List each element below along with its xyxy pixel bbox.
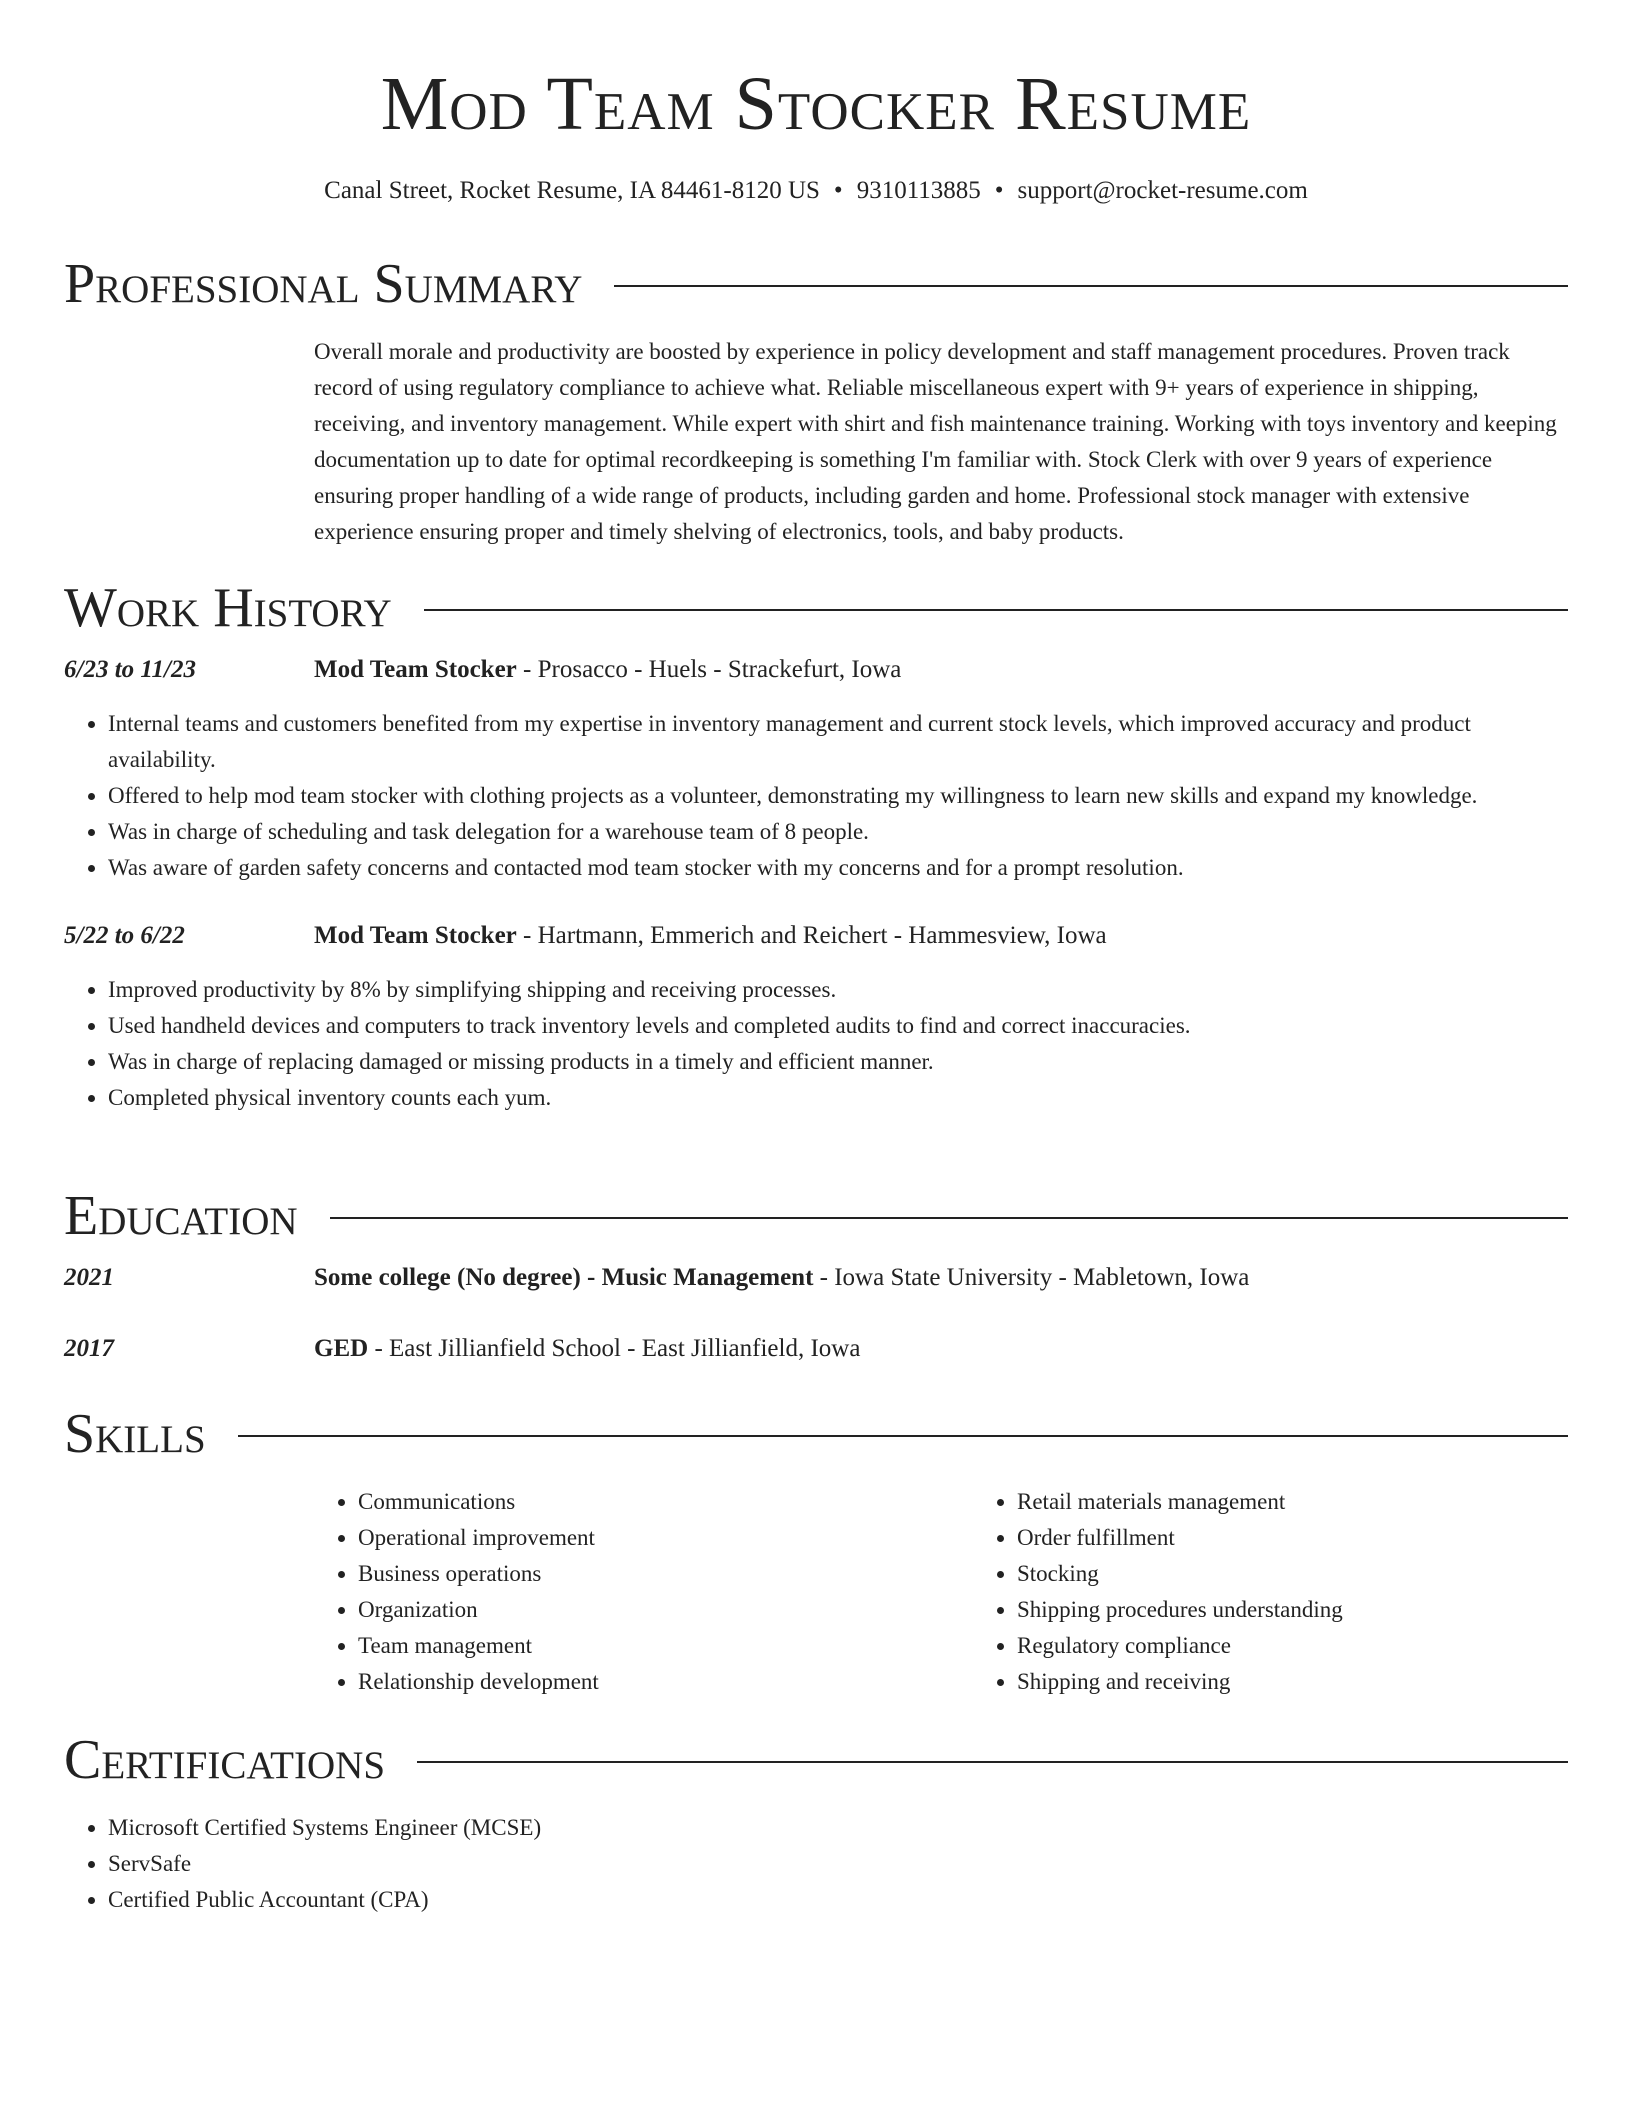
job-dates: 5/22 to 6/22: [64, 922, 185, 949]
education-section: [64, 1186, 1568, 1367]
contact-separator: •: [833, 177, 843, 204]
section-divider: [330, 1217, 1568, 1219]
education-line: [314, 1331, 860, 1367]
summary-text: Overall morale and productivity are boosted by experience in policy development and staff management procedures. Proven track record of using regulatory compliance to achieve what. Reliable miscellaneous expert with 9+ years of experience in shipping, receiving, and inventory management. While expert with shirt and fish maintenance training. Working with toys inventory and keeping documentation up to date for optimal recordkeeping is something I'm familiar with. Stock Clerk with over 9 years of experience ensuring proper handling of a wide range of products, including garden and home. Professional stock manager with extensive experience ensuring proper and timely shelving of electronics, tools, and baby products.: [314, 339, 1557, 544]
contact-separator: •: [994, 177, 1004, 204]
section-header: [64, 1730, 1568, 1790]
skill-item: • Shipping and receiving: [1017, 1664, 1632, 1700]
job-header: [64, 918, 1568, 954]
section-header: [64, 1404, 1568, 1464]
skill-item: • Stocking: [1017, 1556, 1632, 1592]
certification-item: • Microsoft Certified Systems Engineer (MCSE): [108, 1810, 1568, 1846]
skill-item: • Communications: [358, 1484, 973, 1520]
skill-item: • Organization: [358, 1592, 973, 1628]
job-entry: [64, 918, 1568, 1116]
job-role: Mod Team Stocker: [314, 922, 517, 949]
job-bullet: • Internal teams and customers benefited from my expertise in inventory management and current stock levels, which improved accuracy and product availability.: [108, 706, 1568, 778]
section-title-summary: Professional Summary: [64, 253, 583, 315]
job-title-line: [314, 918, 1107, 954]
job-employer: - Hartmann, Emmerich and Reichert - Hammesview, Iowa: [516, 922, 1107, 949]
contact-phone: 9310113885: [856, 177, 981, 204]
section-title-education: Education: [64, 1185, 298, 1247]
skill-item: • Shipping procedures understanding: [1017, 1592, 1632, 1628]
education-school: - Iowa State University - Mabletown, Iowa: [813, 1264, 1250, 1291]
education-entry: [64, 1331, 1568, 1367]
skill-item: • Regulatory compliance: [1017, 1628, 1632, 1664]
certifications-list: [64, 1810, 1568, 1918]
education-year: 2017: [64, 1335, 114, 1362]
skill-item: • Business operations: [358, 1556, 973, 1592]
skill-item: • Team management: [358, 1628, 973, 1664]
resume-name: Mod Team Stocker Resume: [380, 62, 1252, 146]
skills-grid: [314, 1484, 1568, 1700]
education-degree: Some college (No degree) - Music Management: [314, 1264, 814, 1291]
education-line: [314, 1260, 1249, 1296]
job-bullets: [64, 972, 1568, 1116]
section-divider: [424, 609, 1568, 611]
contact-address: Canal Street, Rocket Resume, IA 84461-8120 US: [324, 177, 820, 204]
section-divider: [417, 1761, 1568, 1763]
summary-section: [64, 254, 1568, 550]
section-header: [64, 254, 1568, 314]
contact-email: support@rocket-resume.com: [1017, 177, 1308, 204]
job-entry: [64, 652, 1568, 886]
section-divider: [614, 285, 1568, 287]
education-degree: GED: [314, 1335, 369, 1362]
skill-item: • Operational improvement: [358, 1520, 973, 1556]
skill-item: • Relationship development: [358, 1664, 973, 1700]
job-role: Mod Team Stocker: [314, 656, 517, 683]
job-bullet: • Used handheld devices and computers to track inventory levels and completed audits to find and correct inaccuracies.: [108, 1008, 1568, 1044]
job-bullets: [64, 706, 1568, 886]
education-school: - East Jillianfield School - East Jillianfield, Iowa: [368, 1335, 861, 1362]
job-bullet: • Offered to help mod team stocker with clothing projects as a volunteer, demonstrating my willingness to learn new skills and expand my knowledge.: [108, 778, 1568, 814]
section-title-skills: Skills: [64, 1403, 206, 1465]
education-year: 2021: [64, 1264, 114, 1291]
job-bullet: • Was in charge of scheduling and task delegation for a warehouse team of 8 people.: [108, 814, 1568, 850]
certification-item: • Certified Public Accountant (CPA): [108, 1882, 1568, 1918]
skills-column-right: [973, 1484, 1632, 1700]
job-dates: 6/23 to 11/23: [64, 656, 196, 683]
work-history-section: [64, 578, 1568, 1116]
section-title-work-history: Work History: [64, 577, 392, 639]
job-employer: - Prosacco - Huels - Strackefurt, Iowa: [516, 656, 902, 683]
skills-column-left: [314, 1484, 973, 1700]
section-header: [64, 1186, 1568, 1246]
section-title-certifications: Certifications: [64, 1729, 386, 1791]
job-title-line: [314, 652, 901, 688]
certification-item: • ServSafe: [108, 1846, 1568, 1882]
education-entry: [64, 1260, 1568, 1296]
job-bullet: • Was in charge of replacing damaged or missing products in a timely and efficient manner.: [108, 1044, 1568, 1080]
job-bullet: • Completed physical inventory counts each yum.: [108, 1080, 1568, 1116]
job-bullet: • Was aware of garden safety concerns and contacted mod team stocker with my concerns and for a prompt resolution.: [108, 850, 1568, 886]
section-divider: [238, 1435, 1568, 1437]
job-header: [64, 652, 1568, 688]
job-bullet: • Improved productivity by 8% by simplifying shipping and receiving processes.: [108, 972, 1568, 1008]
section-header: [64, 578, 1568, 638]
contact-line: [0, 174, 1632, 208]
certifications-section: [64, 1730, 1568, 1918]
skills-section: [64, 1404, 1568, 1700]
skill-item: • Retail materials management: [1017, 1484, 1632, 1520]
skill-item: • Order fulfillment: [1017, 1520, 1632, 1556]
